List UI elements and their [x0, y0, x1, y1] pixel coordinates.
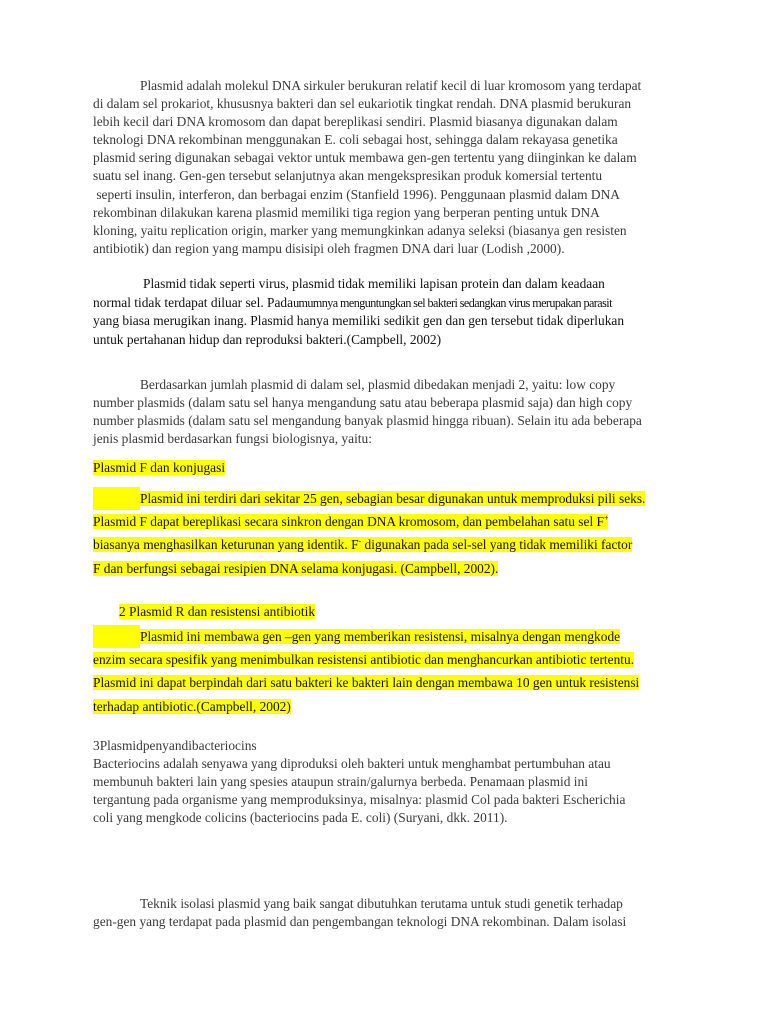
section-heading: Plasmid F dan konjugasi	[93, 460, 226, 475]
text-line: jenis plasmid berdasarkan fungsi biologisnya, yaitu:	[93, 431, 372, 447]
text-line: tergantung pada organisme yang memproduksinya, misalnya: plasmid Col pada bakteri Escherichia	[93, 792, 626, 808]
text-line: suatu sel inang. Gen-gen tersebut selanjutnya akan mengekspresikan produk komersial tertentu	[93, 168, 603, 184]
text-line: kloning, yaitu replication origin, marker yang memungkinkan adanya seleksi (biasanya gen resisten	[93, 222, 627, 238]
section-plasmid-f-heading	[93, 458, 678, 478]
text-line: antibiotik) dan region yang mampu disisipi oleh fragmen DNA dari luar (Lodish ,2000).	[93, 240, 565, 256]
paragraph-copy-number	[93, 376, 678, 448]
text-line: membunuh bakteri lain yang spesies ataupun strain/galurnya berbeda. Penamaan plasmid ini	[93, 774, 588, 790]
text-line: Plasmid ini terdiri dari sekitar 25 gen, sebagian besar digunakan untuk memproduksi pili seks.	[93, 487, 678, 510]
text-line: enzim secara spesifik yang menimbulkan resistensi antibiotic dan menghancurkan antibiotic tertentu.	[93, 652, 635, 668]
text-line: Berdasarkan jumlah plasmid di dalam sel, plasmid dibedakan menjadi 2, yaitu: low copy	[140, 377, 616, 392]
section-bacteriocins	[93, 737, 678, 827]
text-line: Plasmid ini dapat berpindah dari satu bakteri ke bakteri lain dengan membawa 10 gen untuk resistensi	[93, 675, 640, 691]
text-line: Plasmid adalah molekul DNA sirkuler berukuran relatif kecil di luar kromosom yang terdapat	[140, 78, 642, 93]
text-line: di dalam sel prokariot, khususnya bakteri dan sel eukariotik tingkat rendah. DNA plasmid berukuran	[93, 96, 632, 112]
section-plasmid-r-body	[93, 625, 678, 718]
text-line: normal tidak terdapat diluar sel. Padaumumnya menguntungkan sel bakteri sedangkan virus merupakan parasit	[93, 294, 612, 310]
text-line: Plasmid tidak seperti virus, plasmid tidak memiliki lapisan protein dan dalam keadaan	[143, 276, 605, 291]
section-plasmid-f-body	[93, 487, 678, 580]
text-line: Teknik isolasi plasmid yang baik sangat dibutuhkan terutama untuk studi genetik terhadap	[140, 896, 623, 911]
text-line: plasmid sering digunakan sebagai vektor untuk membawa gen-gen tertentu yang diinginkan ke dalam	[93, 150, 637, 166]
text-line: gen-gen yang terdapat pada plasmid dan pengembangan teknologi DNA rekombinan. Dalam isolasi	[93, 914, 627, 930]
text-line: seperti insulin, interferon, dan berbagai enzim (Stanfield 1996). Penggunaan plasmid dalam DNA	[93, 186, 620, 202]
paragraph-plasmid-isolation	[93, 895, 678, 931]
section-plasmid-r-heading	[93, 602, 678, 622]
text-line: teknologi DNA rekombinan menggunakan E. coli sebagai host, sehingga dalam rekayasa genetika	[93, 132, 618, 148]
text-line: rekombinan dilakukan karena plasmid memiliki tiga region yang berperan penting untuk DNA	[93, 204, 600, 220]
section-heading: 3Plasmidpenyandibacteriocins	[93, 738, 257, 753]
text-line: yang biasa merugikan inang. Plasmid hanya memiliki sedikit gen dan gen tersebut tidak diperlukan	[93, 313, 625, 328]
text-line: number plasmids (dalam satu sel mengandung banyak plasmid hingga ribuan). Selain itu ada beberapa	[93, 413, 642, 429]
paragraph-plasmid-definition	[93, 77, 678, 258]
text-line: F dan berfungsi sebagai resipien DNA selama konjugasi. (Campbell, 2002).	[93, 560, 499, 576]
section-heading: 2 Plasmid R dan resistensi antibiotik	[119, 604, 316, 619]
text-line: coli yang mengkode colicins (bacteriocins pada E. coli) (Suryani, dkk. 2011).	[93, 810, 508, 826]
text-line: untuk pertahanan hidup dan reproduksi bakteri.(Campbell, 2002)	[93, 331, 442, 347]
paragraph-plasmid-vs-virus	[93, 275, 678, 349]
text-line: Plasmid ini membawa gen –gen yang memberikan resistensi, misalnya dengan mengkode	[93, 625, 678, 648]
text-line: Plasmid F dapat bereplikasi secara sinkron dengan DNA kromosom, dan pembelahan satu sel F+	[93, 513, 609, 530]
text-line: terhadap antibiotic.(Campbell, 2002)	[93, 698, 291, 714]
text-line: number plasmids (dalam satu sel hanya mengandung satu atau beberapa plasmid saja) dan high copy	[93, 395, 633, 411]
text-line: biasanya menghasilkan keturunan yang identik. F- digunakan pada sel-sel yang tidak memiliki factor	[93, 536, 633, 553]
text-line: lebih kecil dari DNA kromosom dan dapat bereplikasi sendiri. Plasmid biasanya digunakan dalam	[93, 114, 618, 130]
text-line: Bacteriocins adalah senyawa yang diproduksi oleh bakteri untuk menghambat pertumbuhan atau	[93, 756, 611, 772]
